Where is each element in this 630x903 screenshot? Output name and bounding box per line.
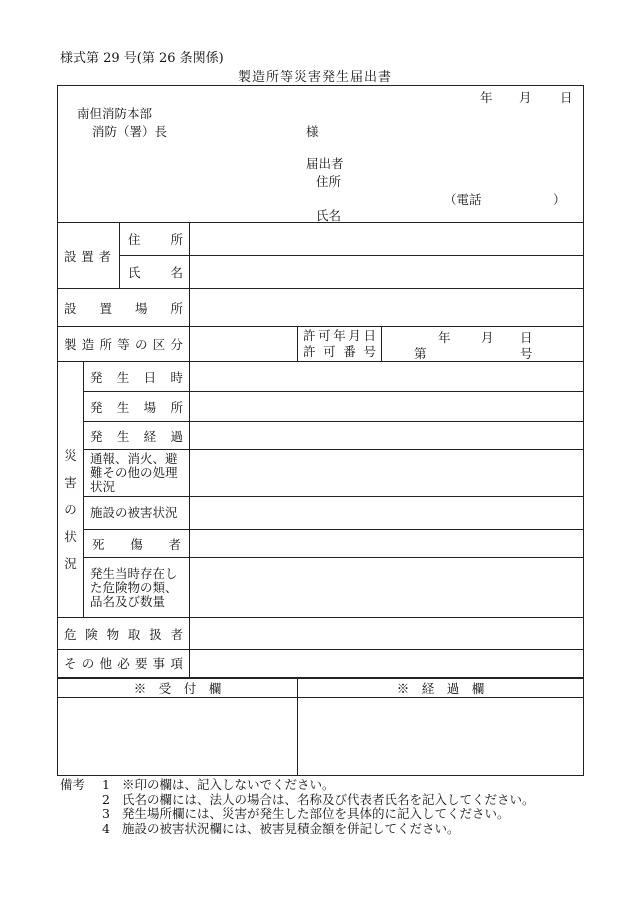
note-3-number: 3	[102, 806, 110, 821]
note-1-number: 1	[102, 777, 110, 792]
note-4	[60, 822, 535, 837]
reception-header: ※ 受 付 欄	[58, 678, 298, 698]
header-day: 日	[560, 90, 573, 105]
permit-year: 年	[438, 330, 451, 345]
facility-damage-value[interactable]	[190, 497, 584, 530]
hazmat-present-value[interactable]	[190, 558, 584, 618]
reception-box[interactable]	[58, 697, 298, 775]
facility-damage-label: 施設の被害状況	[84, 497, 190, 530]
hazmat-handler-value[interactable]	[190, 618, 584, 650]
note-1	[60, 778, 535, 793]
permit-dai: 第	[414, 346, 427, 361]
permit-month: 月	[481, 330, 494, 345]
phone-close: ）	[553, 192, 566, 207]
occurrence-process-label: 発 生 経 過	[84, 422, 190, 450]
installer-name-value[interactable]	[190, 256, 584, 289]
casualties-value[interactable]	[190, 530, 584, 558]
occurrence-time-label: 発 生 日 時	[84, 362, 190, 392]
response-label: 通報、消火、避難その他の処理状況	[84, 450, 190, 497]
progress-box[interactable]	[298, 697, 584, 775]
form-number: 様式第 29 号(第 26 条関係)	[60, 51, 224, 66]
note-2	[60, 793, 535, 808]
note-2-number: 2	[102, 791, 110, 807]
permit-values[interactable]	[382, 327, 584, 362]
honorific: 様	[306, 124, 319, 139]
installer-address-label: 住 所	[120, 223, 190, 256]
installer-label: 設 置 者	[58, 223, 120, 289]
response-value[interactable]	[190, 450, 584, 497]
occurrence-place-label: 発 生 場 所	[84, 392, 190, 422]
permit-labels: 許 可 年 月 日 許 可 番 号	[298, 327, 382, 362]
hazmat-present-label: 発生当時存在した危険物の類、品名及び数量	[84, 558, 190, 618]
notifier-name-label: 氏名	[316, 208, 342, 223]
recipient-title: 消防（署）長	[92, 124, 168, 139]
permit-go: 号	[520, 346, 533, 361]
note-4-text: 施設の被害状況欄には、被害見積金額を併記してください。	[122, 820, 460, 836]
occurrence-place-value[interactable]	[190, 392, 584, 422]
other-label: そ の 他 必 要 事 項	[58, 650, 190, 678]
note-3-text: 発生場所欄には、災害が発生した部位を具体的に記入してください。	[122, 806, 510, 821]
category-value[interactable]	[190, 327, 298, 362]
other-value[interactable]	[190, 650, 584, 678]
location-value[interactable]	[190, 289, 584, 327]
notes-label: 備考	[60, 777, 86, 792]
header-month: 月	[519, 90, 532, 105]
occurrence-process-value[interactable]	[190, 422, 584, 450]
notifier-address-label: 住所	[316, 174, 342, 189]
hazmat-handler-label: 危 険 物 取 扱 者	[58, 618, 190, 650]
casualties-label: 死 傷 者	[84, 530, 190, 558]
header-block	[58, 86, 584, 223]
installer-address-value[interactable]	[190, 223, 584, 256]
notes-section	[60, 778, 535, 836]
recipient-org: 南但消防本部	[77, 106, 153, 121]
category-label: 製 造 所 等 の 区 分	[58, 327, 190, 362]
installer-name-label: 氏 名	[120, 256, 190, 289]
phone-open: （電話	[444, 192, 482, 207]
note-2-text: 氏名の欄には、法人の場合は、名称及び代表者氏名を記入してください。	[122, 791, 535, 807]
disaster-status-label: 災 害 の 状 況	[58, 362, 84, 618]
progress-header: ※ 経 過 欄	[298, 678, 584, 698]
note-1-text: ※印の欄は、記入しないでください。	[122, 777, 335, 792]
document-title: 製造所等災害発生届出書	[237, 70, 392, 85]
occurrence-time-value[interactable]	[190, 362, 584, 392]
header-year: 年	[480, 90, 493, 105]
permit-day: 日	[520, 330, 533, 345]
note-4-number: 4	[102, 820, 110, 836]
notification-form-table	[57, 85, 584, 776]
location-label: 設 置 場 所	[58, 289, 190, 327]
note-3	[60, 807, 535, 822]
notifier-label: 届出者	[306, 156, 344, 171]
